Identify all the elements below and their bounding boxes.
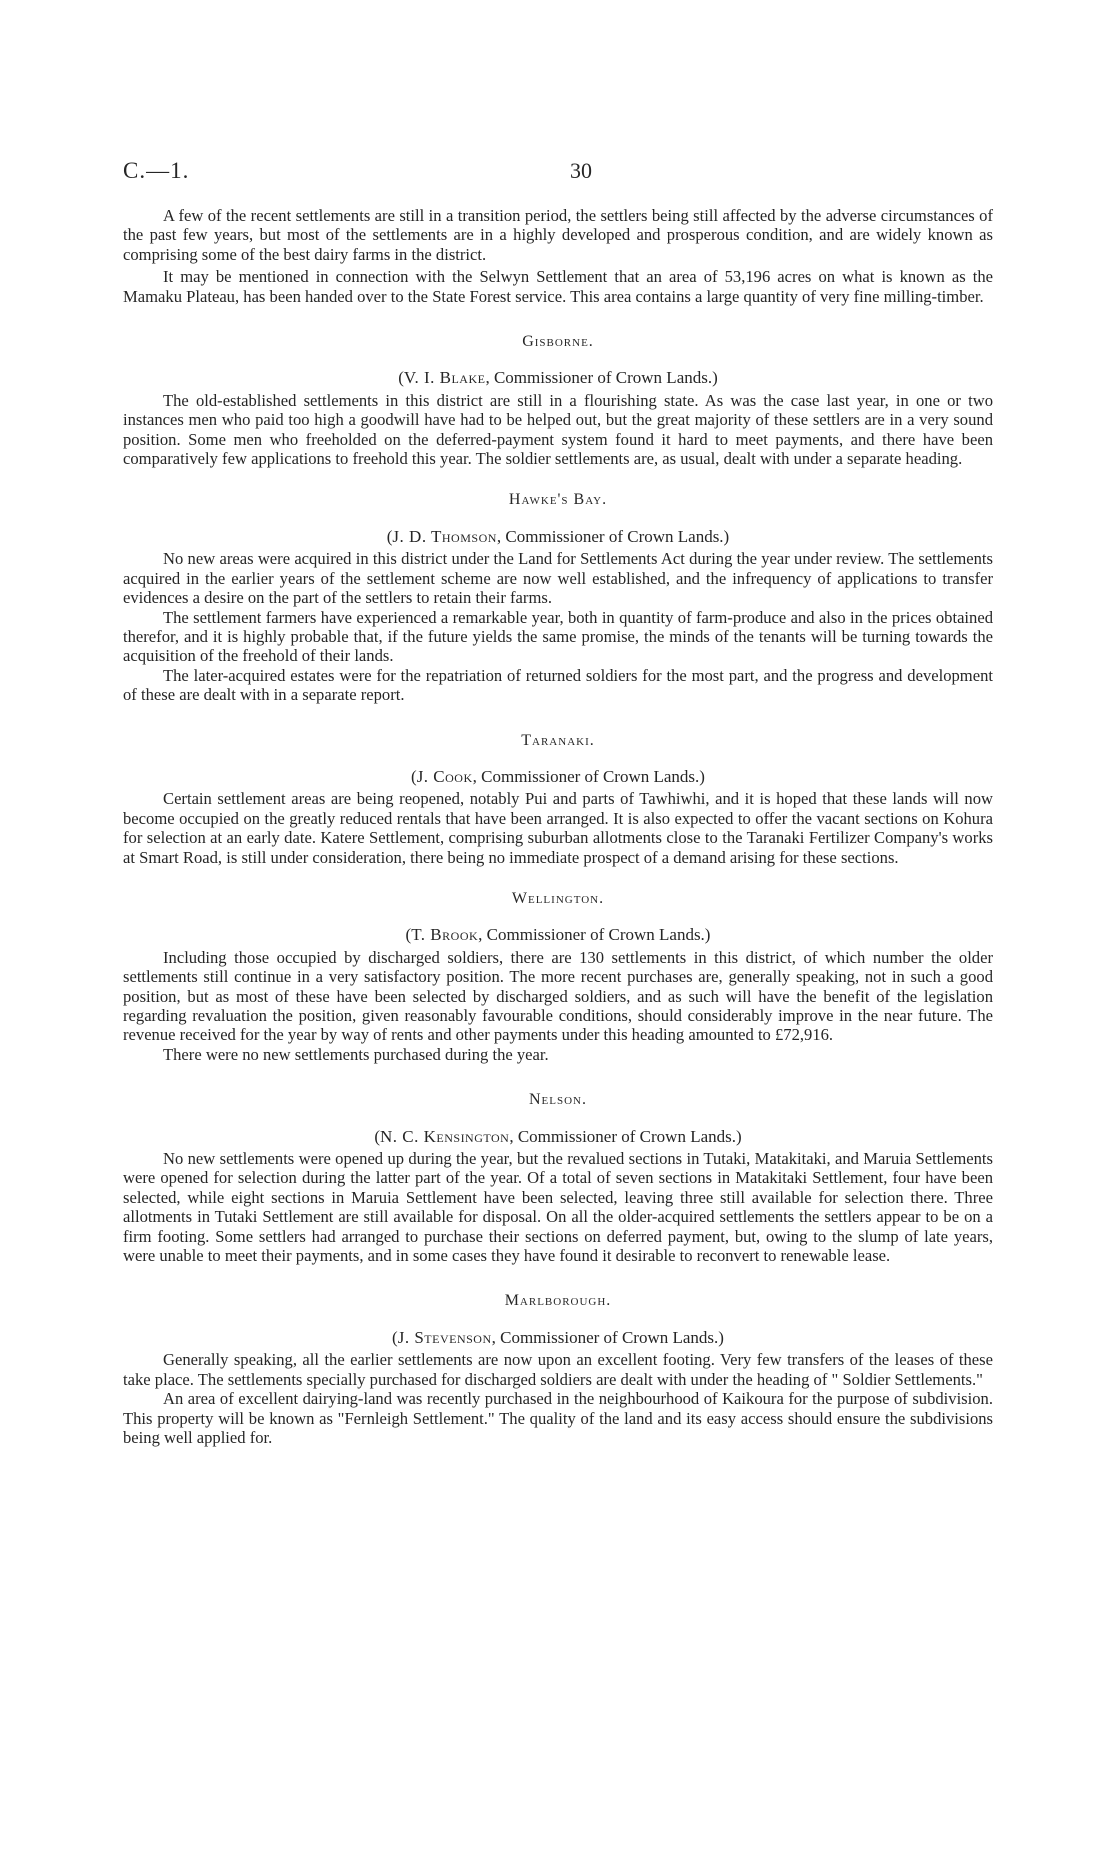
commissioner-title: , Commissioner of Crown Lands.) — [496, 526, 730, 546]
section-heading-hawkes-bay: Hawke's Bay. — [508, 491, 608, 509]
commissioner-line: (J. D. Thomson, Commissioner of Crown Lands.) — [386, 526, 730, 546]
commissioner-title: , Commissioner of Crown Lands.) — [485, 368, 718, 388]
commissioner-line: (J. Stevenson, Commissioner of Crown Lands.) — [392, 1327, 724, 1347]
section-heading-wellington: Wellington. — [511, 889, 605, 907]
section-paragraph: No new settlements were opened up during the year, but the revalued sections in Tutaki, Matakitaki, and Maruia Settlements were opened for selection during the latter part of the year. Of a total of seven sections in Matakitaki Settlement, four have been selected, while eight sections in Maruia Settlement have been selected, leaving three still available for selection there. Three allotments in Tutaki Settlement are still available for disposal. On all the older-acquired settlements the settlers appear to be on a firm footing. Some settlers had arranged to purchase their sections on deferred payment, but, owing to the slump of late years, were unable to meet their payments, and in some cases they have found it desirable to reconvert to renewable lease. — [123, 1149, 993, 1266]
section-paragraph: No new areas were acquired in this district under the Land for Settlements Act during the year under review. The settlements acquired in the earlier years of the settlement scheme are now well established, and the infrequency of applications to transfer evidences a desire on the part of the settlers to retain their farms. — [123, 549, 993, 608]
section-heading-taranaki: Taranaki. — [521, 731, 595, 749]
page-header — [123, 158, 1011, 188]
section-paragraph: The later-acquired estates were for the repatriation of returned soldiers for the most part, and the progress and development of these are dealt with in a separate report. — [123, 665, 993, 705]
intro-paragraph: It may be mentioned in connection with the Selwyn Settlement that an area of 53,196 acres on what is known as the Mamaku Plateau, has been handed over to the State Forest service. This area contains a large quantity of very fine milling-timber. — [123, 267, 993, 306]
section-paragraph: An area of excellent dairying-land was recently purchased in the neighbourhood of Kaikoura for the purpose of subdivision. This property will be known as "Fernleigh Settlement." The quality of the land and its easy access should ensure the subdivisions being well applied for. — [123, 1389, 993, 1447]
commissioner-name: V. I. Blake — [403, 368, 486, 388]
page-number: 30 — [570, 158, 592, 183]
section-paragraph: The old-established settlements in this district are still in a flourishing state. As was the case last year, in one or two instances men who paid too high a goodwill have had to be helped out, but the great majority of these settlers are in a very sound position. Some men who freeholded on the deferred-payment system found it hard to meet payments, and there have been comparatively few applications to freehold this year. The soldier settlements are, as usual, dealt with under a separate heading. — [123, 390, 993, 469]
commissioner-line: (T. Brook, Commissioner of Crown Lands.) — [405, 925, 711, 945]
document-body — [123, 206, 993, 1447]
section-paragraph: There were no new settlements purchased during the year. — [163, 1044, 549, 1064]
commissioner-name: T. Brook — [411, 925, 479, 945]
commissioner-title: , Commissioner of Crown Lands.) — [509, 1126, 742, 1146]
section-heading-nelson: Nelson. — [529, 1091, 587, 1109]
section-paragraph: Certain settlement areas are being reopened, notably Pui and parts of Tawhiwhi, and it is hoped that these lands will now become occupied on the greatly reduced rentals that have been arranged. It is also expected to offer the vacant sections on Kohura for selection at an early date. Katere Settlement, comprising suburban allotments close to the Taranaki Fertilizer Company's works at Smart Road, is still under consideration, there being no immediate prospect of a demand arising for these sections. — [123, 789, 993, 867]
commissioner-line: (J. Cook, Commissioner of Crown Lands.) — [411, 766, 705, 786]
intro-paragraph: A few of the recent settlements are still in a transition period, the settlers being still affected by the adverse circumstances of the past few years, but most of the settlements are in a highly developed and prosperous condition, and are widely known as comprising some of the best dairy farms in the district. — [123, 206, 993, 264]
commissioner-name: J. Stevenson — [397, 1327, 492, 1347]
section-paragraph: The settlement farmers have experienced a remarkable year, both in quantity of farm-produce and also in the prices obtained therefor, and it is highly probable that, if the future yields the same promise, the minds of the tenants will be turning towards the acquisition of the freehold of their lands. — [123, 607, 993, 666]
commissioner-line: (N. C. Kensington, Commissioner of Crown Lands.) — [374, 1126, 742, 1146]
commissioner-title: , Commissioner of Crown Lands.) — [472, 766, 705, 786]
section-paragraph: Generally speaking, all the earlier settlements are now upon an excellent footing. Very few transfers of the leases of these take place. The settlements specially purchased for discharged soldiers are dealt with under the heading of " Soldier Settlements." — [123, 1350, 993, 1389]
commissioner-name: N. C. Kensington — [380, 1126, 510, 1146]
commissioner-title: , Commissioner of Crown Lands.) — [491, 1327, 724, 1347]
section-heading-marlborough: Marlborough. — [504, 1292, 612, 1310]
section-heading-gisborne: Gisborne. — [522, 333, 594, 351]
section-paragraph: Including those occupied by discharged soldiers, there are 130 settlements in this district, of which number the older settlements still continue in a very satisfactory position. The more recent purchases are, generally speaking, not in such a good position, but as most of these have been selected by discharged soldiers, and as such will have the benefit of the legislation regarding revaluation the position, given reasonably favourable conditions, should considerably improve in the near future. The revenue received for the year by way of rents and other payments under this heading amounted to £72,916. — [123, 947, 993, 1045]
commissioner-name: J. Cook — [416, 766, 473, 786]
document-reference: C.—1. — [123, 158, 190, 183]
commissioner-line: (V. I. Blake, Commissioner of Crown Lands.) — [398, 368, 718, 388]
commissioner-title: , Commissioner of Crown Lands.) — [478, 925, 711, 945]
commissioner-name: J. D. Thomson — [392, 526, 497, 546]
